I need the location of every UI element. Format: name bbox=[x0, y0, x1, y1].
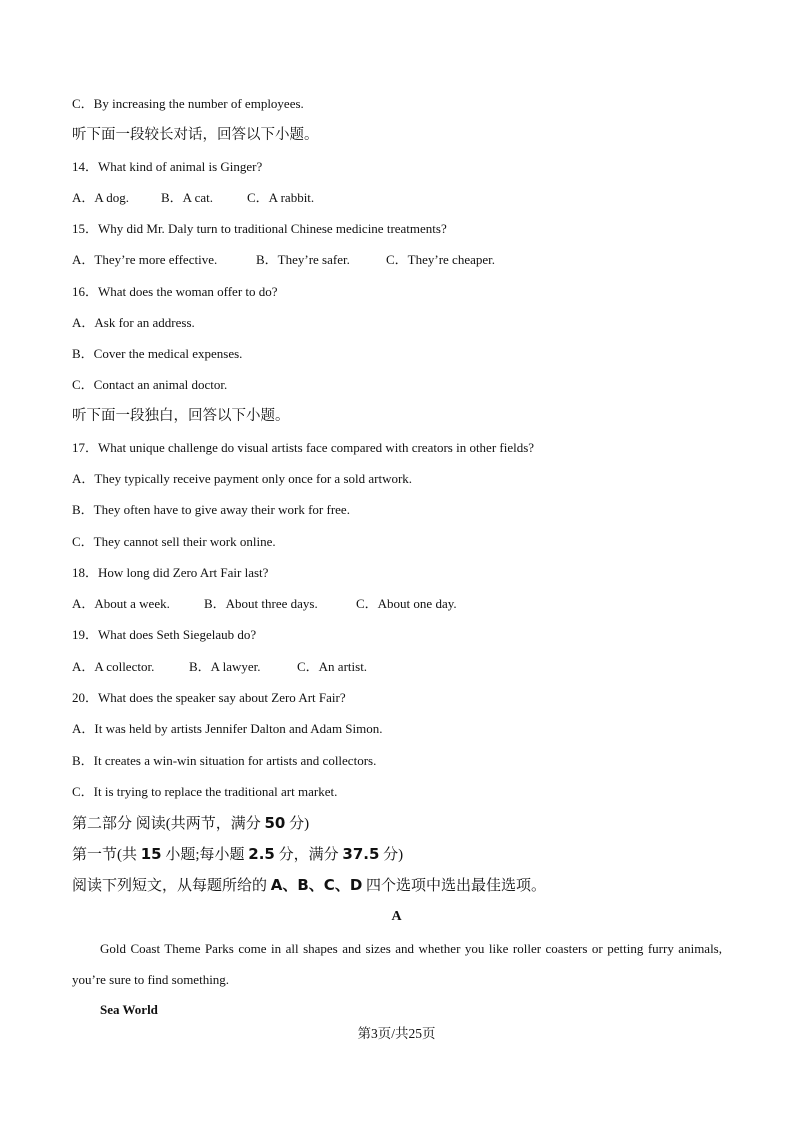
q15-option-a: A．They’re more effective. bbox=[72, 252, 218, 267]
q20-option-b: B．It creates a win-win situation for artists and collectors. bbox=[72, 753, 377, 768]
q13-option-c: C．By increasing the number of employees. bbox=[72, 96, 304, 111]
q16-option-b: B．Cover the medical expenses. bbox=[72, 346, 243, 361]
q14-option-a: A．A dog. bbox=[72, 190, 130, 205]
q17-option-b: B．They often have to give away their work for free. bbox=[72, 502, 350, 517]
question-16: 16．What does the woman offer to do? bbox=[72, 284, 278, 299]
question-18: 18．How long did Zero Art Fair last? bbox=[72, 565, 269, 580]
q14-option-c: C．A rabbit. bbox=[247, 190, 315, 205]
passage-letter: A bbox=[391, 909, 402, 924]
q18-option-c: C．About one day. bbox=[356, 596, 457, 611]
q19-option-b: B．A lawyer. bbox=[189, 659, 261, 674]
section-2-heading: 第二部分 阅读(共两节，满分 50 分) bbox=[72, 814, 310, 832]
page-footer: 第3页/共25页 bbox=[357, 1026, 436, 1041]
question-14-options bbox=[72, 190, 314, 206]
q17-option-a: A．They typically receive payment only once for a sold artwork. bbox=[72, 471, 413, 486]
q16-option-a: A．Ask for an address. bbox=[72, 315, 195, 330]
q20-option-c: C．It is trying to replace the traditional art market. bbox=[72, 784, 338, 799]
q15-option-c: C．They’re cheaper. bbox=[386, 252, 496, 267]
question-19: 19．What does Seth Siegelaub do? bbox=[72, 627, 257, 642]
q19-option-c: C．An artist. bbox=[297, 659, 368, 674]
passage-paragraph-1: Gold Coast Theme Parks come in all shapes and sizes and whether you like roller coasters or petting furry animals, you’re sure to find something. bbox=[72, 941, 722, 987]
q18-option-a: A．About a week. bbox=[72, 596, 170, 611]
question-15-options bbox=[72, 252, 495, 268]
question-15: 15．Why did Mr. Daly turn to traditional Chinese medicine treatments? bbox=[72, 221, 447, 236]
q15-option-b: B．They’re safer. bbox=[256, 252, 350, 267]
q20-option-a: A．It was held by artists Jennifer Dalton and Adam Simon. bbox=[72, 721, 383, 736]
sea-world-heading: Sea World bbox=[100, 1002, 158, 1017]
question-20: 20．What does the speaker say about Zero Art Fair? bbox=[72, 690, 346, 705]
q14-option-b: B．A cat. bbox=[161, 190, 213, 205]
question-19-options bbox=[72, 659, 367, 675]
reading-instruction: 阅读下列短文，从每题所给的 A、B、C、D 四个选项中选出最佳选项。 bbox=[72, 876, 547, 894]
question-17: 17．What unique challenge do visual artists face compared with creators in other fields? bbox=[72, 440, 535, 455]
question-14: 14．What kind of animal is Ginger? bbox=[72, 159, 263, 174]
q19-option-a: A．A collector. bbox=[72, 659, 155, 674]
dialogue-instruction: 听下面一段较长对话，回答以下小题。 bbox=[72, 127, 319, 143]
monologue-instruction: 听下面一段独白，回答以下小题。 bbox=[72, 408, 290, 424]
q17-option-c: C．They cannot sell their work online. bbox=[72, 534, 276, 549]
q18-option-b: B．About three days. bbox=[204, 596, 318, 611]
section-2-part-1-heading: 第一节(共 15 小题;每小题 2.5 分，满分 37.5 分) bbox=[72, 845, 404, 863]
q16-option-c: C．Contact an animal doctor. bbox=[72, 377, 228, 392]
question-18-options bbox=[72, 596, 457, 612]
